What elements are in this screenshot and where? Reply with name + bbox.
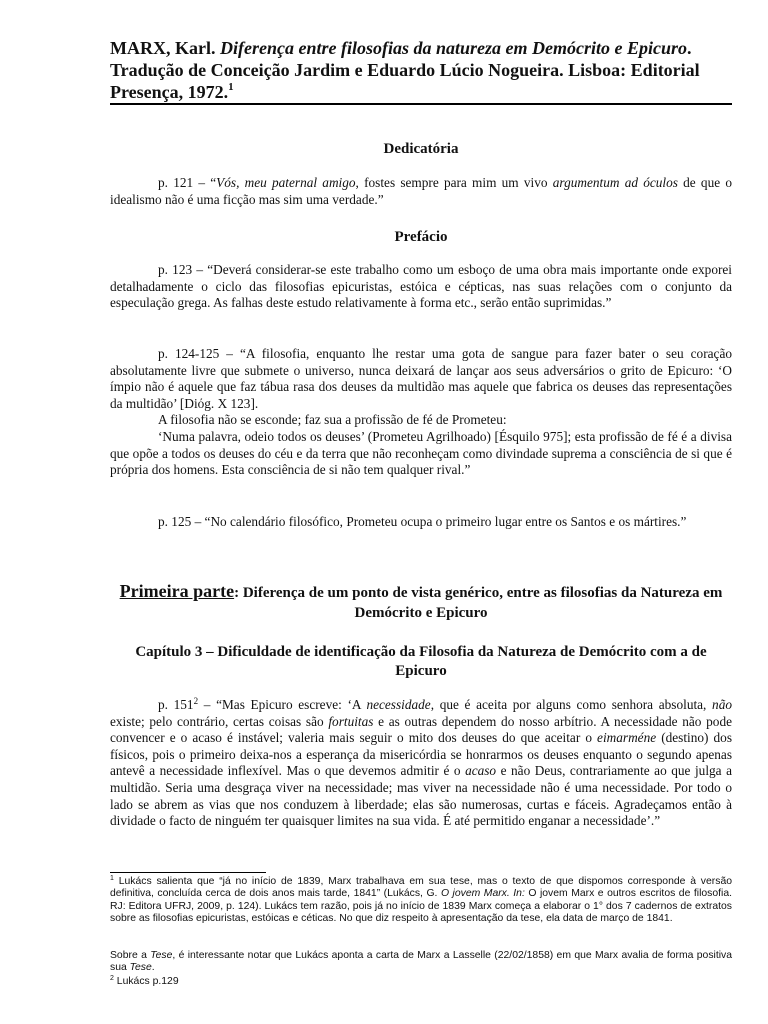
header-title: Diferença entre filosofias da natureza em Demócrito e Epicuro (219, 38, 687, 58)
footnote-ref-2[interactable]: 2 (193, 696, 199, 706)
text-run: . (151, 962, 155, 974)
text-run: , fostes sempre para mim um vivo (355, 175, 553, 190)
prefacio-paragraph-4: ‘Numa palavra, odeio todos os deuses’ (Prometeu Agrilhoado) [Ésquilo 975]; esta profissão de fé é a divisa que opõe a todos os deuses do céu e da terra que não reconheçam como divindade suprema a consciência de si que é própria dos homens. Esta consciência de si não tem qualquer rival.” (110, 429, 732, 478)
dedicatoria-paragraph (110, 175, 732, 208)
text-run-italic: fortuitas (328, 713, 374, 729)
text-run-italic: eimarméne (597, 730, 657, 746)
text-run-italic: acaso (465, 763, 497, 779)
primeira-parte-heading (110, 581, 732, 623)
footnote-number: 2 (110, 975, 114, 982)
heading-prefacio: Prefácio (394, 229, 448, 245)
text-run: p. 151 (158, 697, 194, 712)
text-run-italic: necessidade (366, 697, 431, 712)
footnote-separator (110, 872, 266, 873)
footnote-1-continued (110, 950, 732, 975)
prefacio-paragraph-1: p. 123 – “Deverá considerar-se este trabalho como um esboço de uma obra mais importante onde exporei detalhadamente o ciclo das filosofias epicuristas, estóica e cépticas, nas suas relações com o conjunto da especulação grega. As falhas deste estudo relativamente à forma etc., serão então suprimidas.” (110, 262, 732, 311)
text-run: Lukács salienta que “já no início de 1839, Marx trabalhava em sua tese, mas o texto de que dispomos corresponde à versão definitiva, concluída cerca de dois anos mais tarde, 1841” (Lukács, G. (110, 876, 732, 900)
text-run: Lukács p.129 (113, 976, 179, 987)
text-run: p. 121 – “ (158, 175, 217, 190)
text-run: , é interessante notar que Lukács aponta a carta de Marx a Lasselle (22/02/1858) em que Marx avalia de forma positiva sua (110, 950, 732, 974)
text-run: – “Mas Epicuro escreve: ‘A (198, 697, 367, 712)
text-run: O jovem Marx e outros escritos de filosofia. RJ: Editora UFRJ, 2009, p. 124). Lukács tem razão, pois já no início de 1839 Marx começa a elaborar o 1° dos 7 cadernos de extratos sobre as filosofias epicuristas, estóicas e céticas. No que diz respeito à apresentação da tese, ela data de março de 1841. (110, 888, 732, 925)
text-run: , que é aceita por alguns como senhora absoluta, (430, 697, 713, 712)
prefacio-paragraph-5: p. 125 – “No calendário filosófico, Prometeu ocupa o primeiro lugar entre os Santos e os mártires.” (158, 514, 687, 529)
text-run: e as outras dependem do nosso arbítrio. A necessidade não pode convencer e o acaso é instável; valeria mais seguir o mito dos deuses do que aceitar o (110, 713, 732, 746)
prefacio-paragraph-2: p. 124-125 – “A filosofia, enquanto lhe restar uma gota de sangue para fazer bater o seu coração absolutamente livre que submete o universo, nunca deixará de lançar aos seus adversários o grito de Epicuro: ‘O ímpio não é aquele que faz tábua rasa dos deuses da multidão mas aquele que fabrica os deuses das representações da multidão’ [Diόg. X 123]. (110, 346, 732, 411)
footnote-2 (110, 976, 732, 988)
header-footnote-ref[interactable]: 1 (228, 81, 234, 93)
text-run: de que o idealismo não é uma ficção mas sim uma verdade.” (110, 175, 733, 207)
primeira-parte-title: : Diferença de um ponto de vista genérico, entre as filosofias da Natureza em Demócrito e Epicuro (234, 585, 723, 621)
header-rule (110, 103, 732, 105)
text-run: e não Deus, contrariamente ao que julga a multidão. Seria uma desgraça viver na necessidade; mas viver na necessidade não é uma necessidade. Por todo o lado se abrem as vias que nos conduzem à liberdade; elas são numerosas, curtas e fáceis. Agradeçamos então à dividade o facto de ninguém ter quaisquer limites na sua vida. É até permitido enganar a necessidade’.” (110, 763, 732, 829)
header-rest: . Tradução de Conceição Jardim e Eduardo Lúcio Nogueira. Lisboa: Editorial Presença, 1972. (110, 38, 700, 102)
text-run: existe; pelo contrário, certas coisas são (110, 713, 329, 729)
primeira-parte-label: Primeira parte (119, 581, 235, 601)
text-run: Sobre a (110, 950, 151, 961)
text-run-italic: O jovem Marx. In: (440, 888, 525, 900)
footnote-number: 1 (110, 875, 114, 882)
prefacio-paragraph-3: A filosofia não se esconde; faz sua a profissão de fé de Prometeu: (158, 412, 507, 427)
text-run-italic: não (712, 697, 732, 712)
capitulo-paragraph (110, 697, 732, 830)
text-run-italic: Tese (150, 950, 173, 961)
text-run-italic: argumentum ad óculos (552, 175, 678, 190)
text-run-italic: Vós, meu paternal amigo (216, 175, 356, 190)
text-run: (destino) dos físicos, pois o primeiro deixa-nos a esperança da misericórdia se honrarmos os deuses enquanto o segundo apenas antevê a necessidade inflexível. Mas o que devemos admitir é o (110, 730, 732, 779)
footnote-1 (110, 876, 732, 926)
bibliographic-header (110, 37, 732, 103)
text-run-italic: Tese (129, 962, 152, 974)
heading-dedicatoria: Dedicatória (383, 141, 459, 157)
header-author: MARX, Karl. (110, 38, 216, 58)
capitulo-heading: Capítulo 3 – Dificuldade de identificação da Filosofia da Natureza de Demócrito com a de Epicuro (135, 644, 707, 679)
